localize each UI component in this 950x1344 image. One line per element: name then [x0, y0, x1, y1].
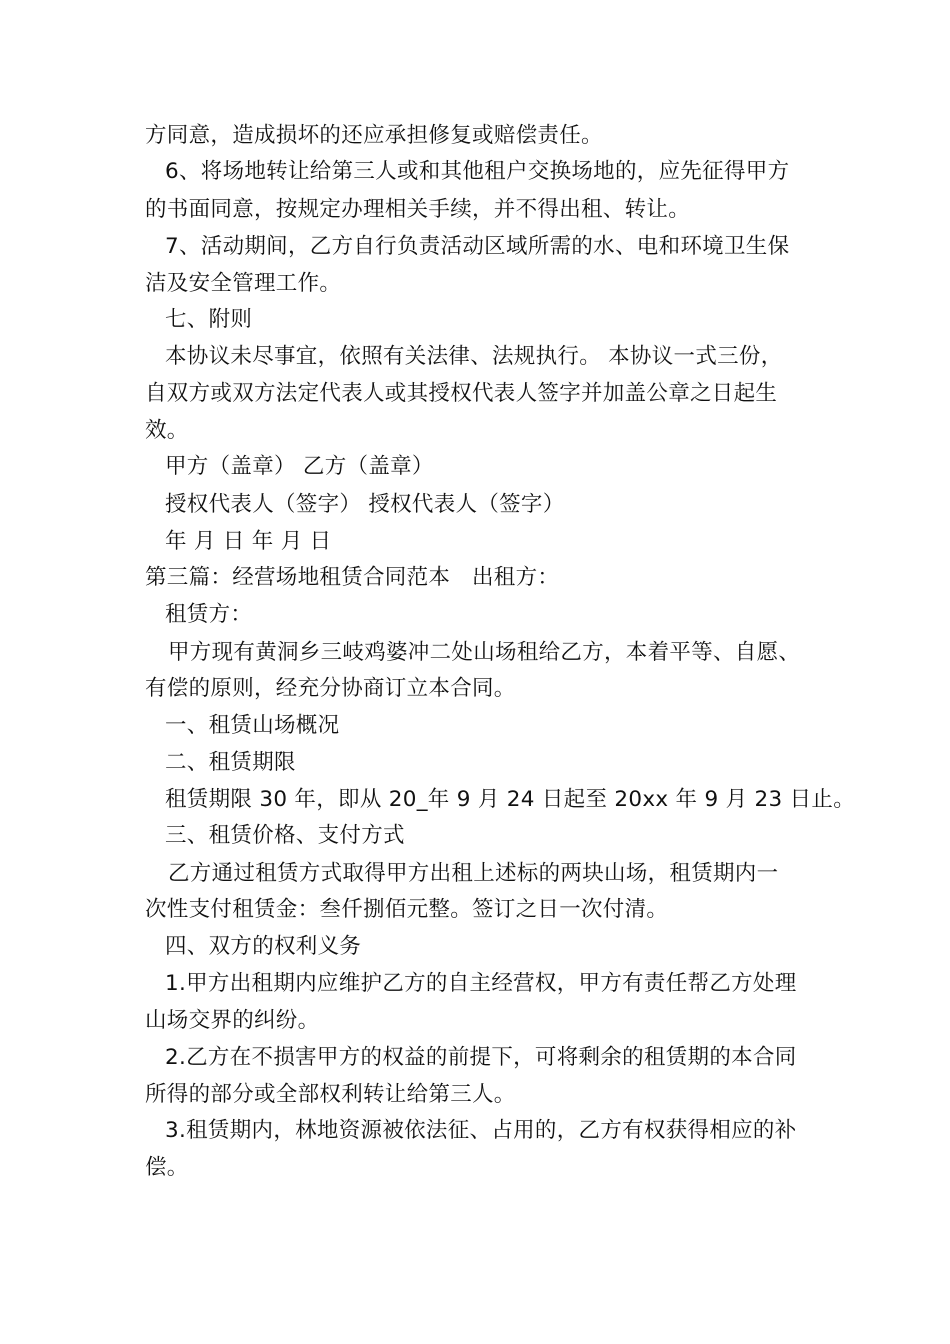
text-line: 租赁方： — [165, 602, 253, 627]
text-line: 自双方或双方法定代表人或其授权代表人签字并加盖公章之日起生 — [145, 381, 778, 406]
text-line: 有偿的原则，经充分协商订立本合同。 — [145, 676, 516, 701]
text-line: 效。 — [145, 418, 189, 443]
section-heading: 四、双方的权利义务 — [165, 934, 362, 959]
text-line: 2.乙方在不损害甲方的权益的前提下，可将剩余的租赁期的本合同 — [165, 1045, 797, 1070]
text-line: 方同意，造成损坏的还应承担修复或赔偿责任。 — [145, 123, 603, 148]
signature-line: 授权代表人（签字） 授权代表人（签字） — [165, 492, 565, 517]
signature-line: 甲方（盖章） 乙方（盖章） — [165, 454, 434, 479]
text-line: 的书面同意，按规定办理相关手续，并不得出租、转让。 — [145, 197, 691, 222]
section-heading: 一、租赁山场概况 — [165, 713, 340, 738]
text-line: 3.租赁期内，林地资源被依法征、占用的，乙方有权获得相应的补 — [165, 1118, 797, 1143]
text-line: 山场交界的纠纷。 — [145, 1008, 320, 1033]
section-heading: 七、附则 — [165, 307, 253, 332]
text-line: 1.甲方出租期内应维护乙方的自主经营权，甲方有责任帮乙方处理 — [165, 971, 797, 996]
text-line: 所得的部分或全部权利转让给第三人。 — [145, 1082, 516, 1107]
text-line: 7、活动期间，乙方自行负责活动区域所需的水、电和环境卫生保 — [165, 234, 790, 259]
text-line: 洁及安全管理工作。 — [145, 271, 342, 296]
section-heading: 二、租赁期限 — [165, 750, 296, 775]
text-line: 次性支付租赁金：叁仟捌佰元整。签订之日一次付清。 — [145, 897, 669, 922]
date-line: 年 月 日 年 月 日 — [165, 529, 332, 554]
section-heading: 三、租赁价格、支付方式 — [165, 823, 405, 848]
text-line: 乙方通过租赁方式取得甲方出租上述标的两块山场，租赁期内一 — [168, 861, 779, 886]
text-line: 甲方现有黄洞乡三岐鸡婆冲二处山场租给乙方，本着平等、自愿、 — [168, 640, 801, 665]
text-line: 租赁期限 30 年，即从 20_年 9 月 24 日起至 20xx 年 9 月 23 日止。 — [165, 787, 855, 812]
section-title: 第三篇：经营场地租赁合同范本 出租方： — [145, 565, 560, 590]
text-line: 6、将场地转让给第三人或和其他租户交换场地的，应先征得甲方 — [165, 159, 790, 184]
text-line: 偿。 — [145, 1155, 189, 1180]
text-line: 本协议未尽事宜，依照有关法律、法规执行。 本协议一式三份， — [165, 344, 783, 369]
